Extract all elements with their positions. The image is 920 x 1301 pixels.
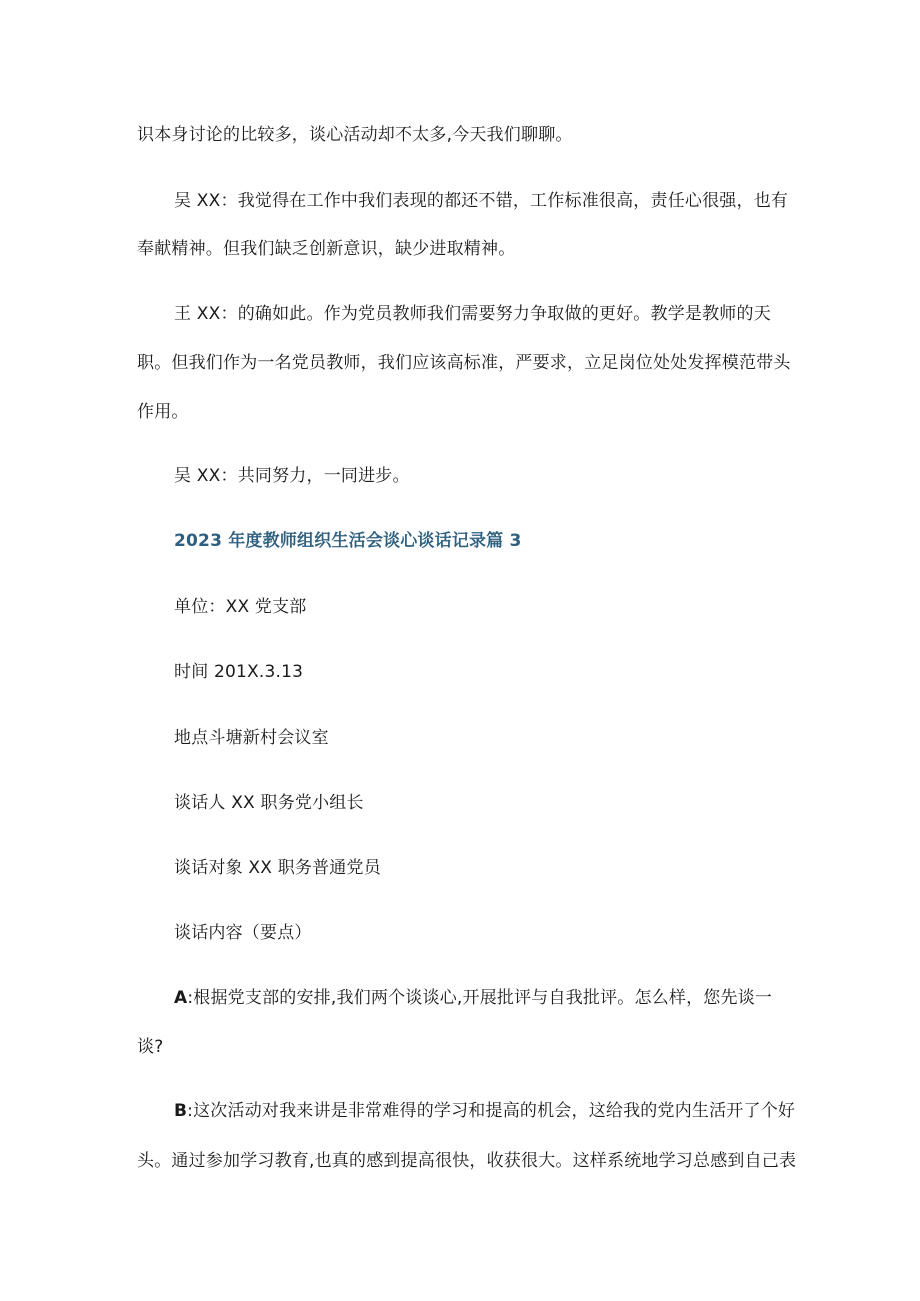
paragraph-line: 奉献精神。但我们缺乏创新意识，缺少进取精神。 (137, 239, 516, 259)
dialogue-speaker: B (174, 1101, 188, 1121)
meta-target: 谈话对象 XX 职务普通党员 (174, 858, 381, 878)
paragraph-line: 王 XX：的确如此。作为党员教师我们需要努力争取做的更好。教学是教师的天 (174, 304, 771, 324)
meta-unit: 单位：XX 党支部 (174, 597, 307, 617)
dialogue-line (174, 1099, 795, 1123)
meta-speaker: 谈话人 XX 职务党小组长 (174, 793, 364, 813)
paragraph-line: 作用。 (137, 402, 189, 422)
meta-content: 谈话内容（要点） (174, 923, 312, 943)
paragraph-line: 识本身讨论的比较多，谈心活动却不太多,今天我们聊聊。 (137, 125, 573, 145)
dialogue-line: 头。通过参加学习教育,也真的感到提高很快，收获很大。这样系统地学习总感到自己表 (137, 1151, 797, 1171)
meta-time: 时间 201X.3.13 (174, 662, 304, 682)
dialogue-line: 谈? (137, 1037, 164, 1057)
paragraph-line: 吴 XX：共同努力，一同进步。 (174, 466, 410, 486)
dialogue-line (174, 986, 772, 1010)
dialogue-speaker: A (174, 988, 188, 1008)
dialogue-text: :根据党支部的安排,我们两个谈谈心,开展批评与自我批评。怎么样，您先谈一 (187, 988, 773, 1008)
dialogue-text: :这次活动对我来讲是非常难得的学习和提高的机会，这给我的党内生活开了个好 (187, 1101, 796, 1121)
paragraph-line: 职。但我们作为一名党员教师，我们应该高标准，严要求，立足岗位处处发挥模范带头 (137, 353, 791, 373)
meta-place: 地点斗塘新村会议室 (174, 728, 329, 748)
paragraph-line: 吴 XX：我觉得在工作中我们表现的都还不错，工作标准很高，责任心很强，也有 (174, 191, 789, 211)
section-heading: 2023 年度教师组织生活会谈心谈话记录篇 3 (174, 531, 522, 551)
